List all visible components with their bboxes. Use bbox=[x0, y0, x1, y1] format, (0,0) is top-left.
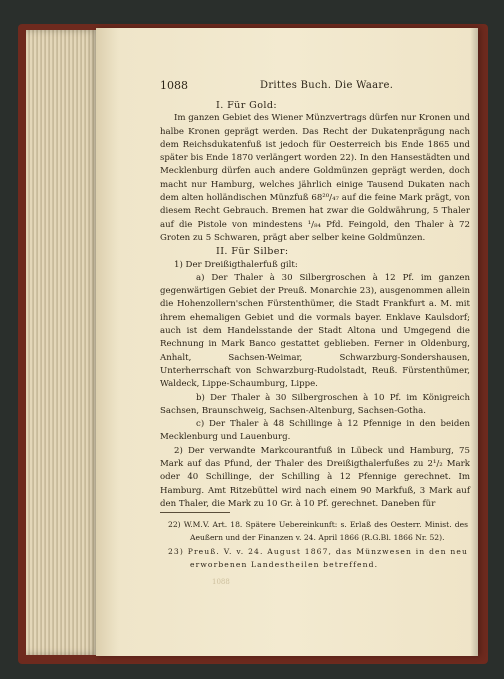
page-edges bbox=[26, 30, 100, 655]
silver-item-b: b) Der Thaler à 30 Silbergroschen à 10 Pf. im Königreich Sachsen, Braunschweig, Sachsen-Altenburg, Sachsen-Gotha. bbox=[160, 392, 470, 416]
gold-heading: I. Für Gold: bbox=[216, 100, 278, 111]
footnote-23: 23) Preuß. V. v. 24. August 1867, das Münzwesen in den neu erworbenen Landestheilen betreffend. bbox=[168, 547, 468, 569]
footnote-22: 22) W.M.V. Art. 18. Spätere Uebereinkunft: s. Erlaß des Oesterr. Minist. des Aeußern und der Finanzen v. 24. April 1866 (R.G.Bl. 1866 Nr. 52). bbox=[168, 520, 468, 542]
page-header bbox=[160, 79, 470, 93]
silver-item-c: c) Der Thaler à 48 Schillinge à 12 Pfennige in den beiden Mecklenburg und Lauenburg. bbox=[160, 419, 470, 443]
silver-intro: 1) Der Dreißigthalerfuß gilt: bbox=[174, 259, 298, 270]
page-number: 1088 bbox=[160, 79, 188, 92]
page-shadow bbox=[470, 28, 478, 656]
running-head: Drittes Buch. Die Waare. bbox=[260, 80, 394, 91]
footnotes bbox=[168, 519, 468, 573]
page-body bbox=[160, 99, 470, 511]
gold-paragraph: Im ganzen Gebiet des Wiener Münzvertrags dürfen nur Kronen und halbe Kronen geprägt werden. Das Recht der Dukatenprägung nach dem Reichsdukatenfuß ist jedoch für Oesterreich bis Ende 1865 und später bis Ende 1870 verlängert worden 22). In den Hansestädten und Mecklenburg dürfen auch andere Goldmünzen geprägt werden, doch macht nur Hamburg, welches jährlich einige Tausend Dukaten nach dem alten holländischen Münzfuß 68²⁰/₄₇ auf die feine Mark prägt, von diesem Recht Gebrauch. Bremen hat zwar die Goldwährung, 5 Thaler auf die Pistole von mindestens ¹/₈₄ Pfd. Feingold, den Thaler à 72 Groten zu 5 Schwaren, prägt aber selber keine Goldmünzen. bbox=[160, 113, 471, 243]
silver-item-2: 2) Der verwandte Markcourantfuß in Lübeck und Hamburg, 75 Mark auf das Pfund, der Thaler des Dreißigthalerfußes zu 2¹/₂ Mark oder 40 Schillinge, der Schilling à 12 Pfennige gerechnet. Im Hamburg. Amt Ritzebüttel wird nach einem 90 Markfuß, 3 Mark auf den Thaler, die Mark zu 10 Gr. à 10 Pf. gerechnet. Daneben für bbox=[160, 445, 470, 509]
faint-show-through: 1088 bbox=[212, 578, 230, 586]
silver-heading: II. Für Silber: bbox=[216, 246, 289, 258]
footnote-rule bbox=[160, 512, 230, 513]
silver-item-a: a) Der Thaler à 30 Silbergroschen à 12 Pf. im ganzen gegenwärtigen Gebiet der Preuß. Monarchie 23), ausgenommen allein die Hohenzollern'schen Fürstenthümer, die Stadt Frankfurt a. M. mit ihrem ehemaligen Gebiet und die vormals bayer. Enklave Kaulsdorf; auch ist dem Handelsstande der Stadt Altona und Umgegend die Rechnung in Mark Banco gestattet geblieben. Ferner in Oldenburg, Anhalt, Sachsen-Weimar, Schwarzburg-Sondershausen, Unterherrschaft von Schwarzburg-Rudolstadt, Reuß. Fürstenthümer, Waldeck, Lippe-Schaumburg, Lippe. bbox=[160, 272, 470, 390]
